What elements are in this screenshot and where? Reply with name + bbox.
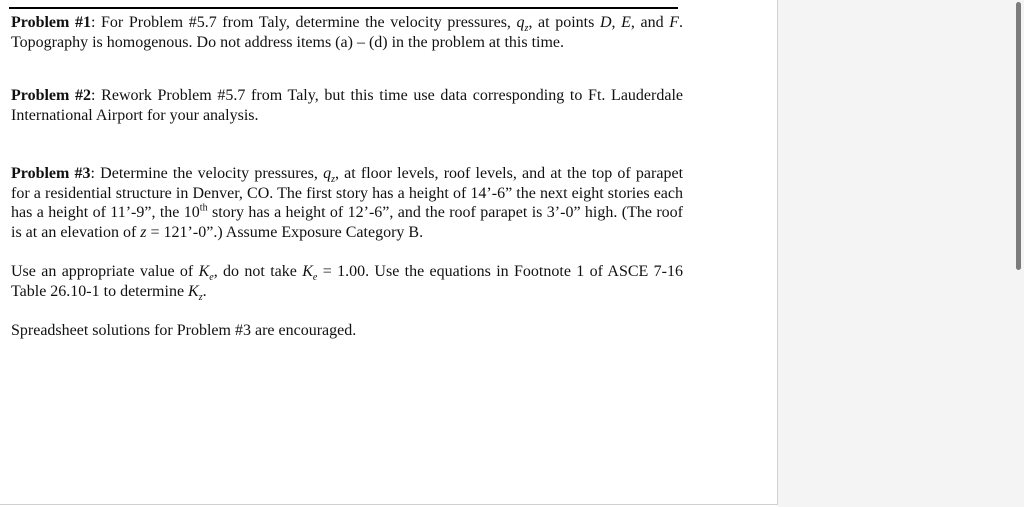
text-run: Use an appropriate value of	[11, 263, 199, 280]
problem-2-label: Problem #2	[11, 87, 92, 104]
var-F: F	[669, 14, 679, 31]
text-run: Spreadsheet solutions for Problem #3 are encouraged.	[11, 322, 357, 339]
text-run: . Topography is homogenous. Do not address items (a) – (d) in the problem at this time.	[11, 14, 683, 51]
scrollbar-track[interactable]	[1012, 0, 1024, 507]
var-sub: z	[198, 291, 203, 303]
text-run: , do not take	[213, 263, 303, 280]
side-panel	[778, 0, 1024, 507]
var-sub: z	[524, 23, 529, 35]
var-sub: e	[209, 272, 214, 284]
var-sub: e	[312, 272, 318, 284]
text-run: .	[202, 282, 207, 300]
problem-1-paragraph	[11, 13, 683, 52]
var-K: K	[188, 282, 199, 300]
top-rule	[9, 7, 678, 9]
problem-1-label: Problem #1	[11, 14, 91, 31]
var-q: q	[323, 165, 332, 182]
text-run: : Determine the velocity pressures,	[90, 165, 324, 182]
var-D: D	[599, 14, 612, 31]
var-E: E	[621, 14, 631, 31]
ordinal-suffix: th	[199, 202, 208, 214]
text-run: : Rework Problem #5.7 from Taly, but this time use data corresponding to Ft. Lauderdale International Airport for your analysis.	[11, 87, 684, 124]
ke-note-paragraph	[11, 262, 683, 301]
text-run: , at points	[528, 14, 600, 31]
text-run: ,	[611, 14, 622, 31]
spreadsheet-note-paragraph	[11, 321, 683, 341]
var-sub: z	[331, 174, 335, 186]
problem-3-label: Problem #3	[11, 165, 91, 182]
text-run: : For Problem #5.7 from Taly, determine the velocity pressures,	[90, 14, 517, 31]
var-z: z	[140, 223, 147, 241]
text-run: = 121’-0”.) Assume Exposure Category B.	[146, 223, 424, 241]
scrollbar-thumb[interactable]	[1016, 2, 1021, 270]
var-K: K	[302, 263, 313, 280]
text-run: , and	[630, 14, 670, 31]
problem-2-paragraph	[11, 86, 683, 125]
var-K: K	[198, 263, 210, 280]
text-run: , at floor levels, roof levels, and at the top of parapet for a residential structure in Denver, CO. The first story has a height of 14’-6” the next eight stories each has a height of 11’-9”, the 10	[11, 165, 684, 221]
text-run: = 1.00. Use the equations in Footnote 1 of ASCE 7-16 Table 26.10-1 to determine	[11, 263, 684, 300]
var-q: q	[516, 14, 525, 31]
text-run: story has a height of 12’-6”, and the roof parapet is 3’-0” high. (The roof is at an elevation of	[11, 204, 684, 241]
problem-3-paragraph	[11, 164, 683, 242]
